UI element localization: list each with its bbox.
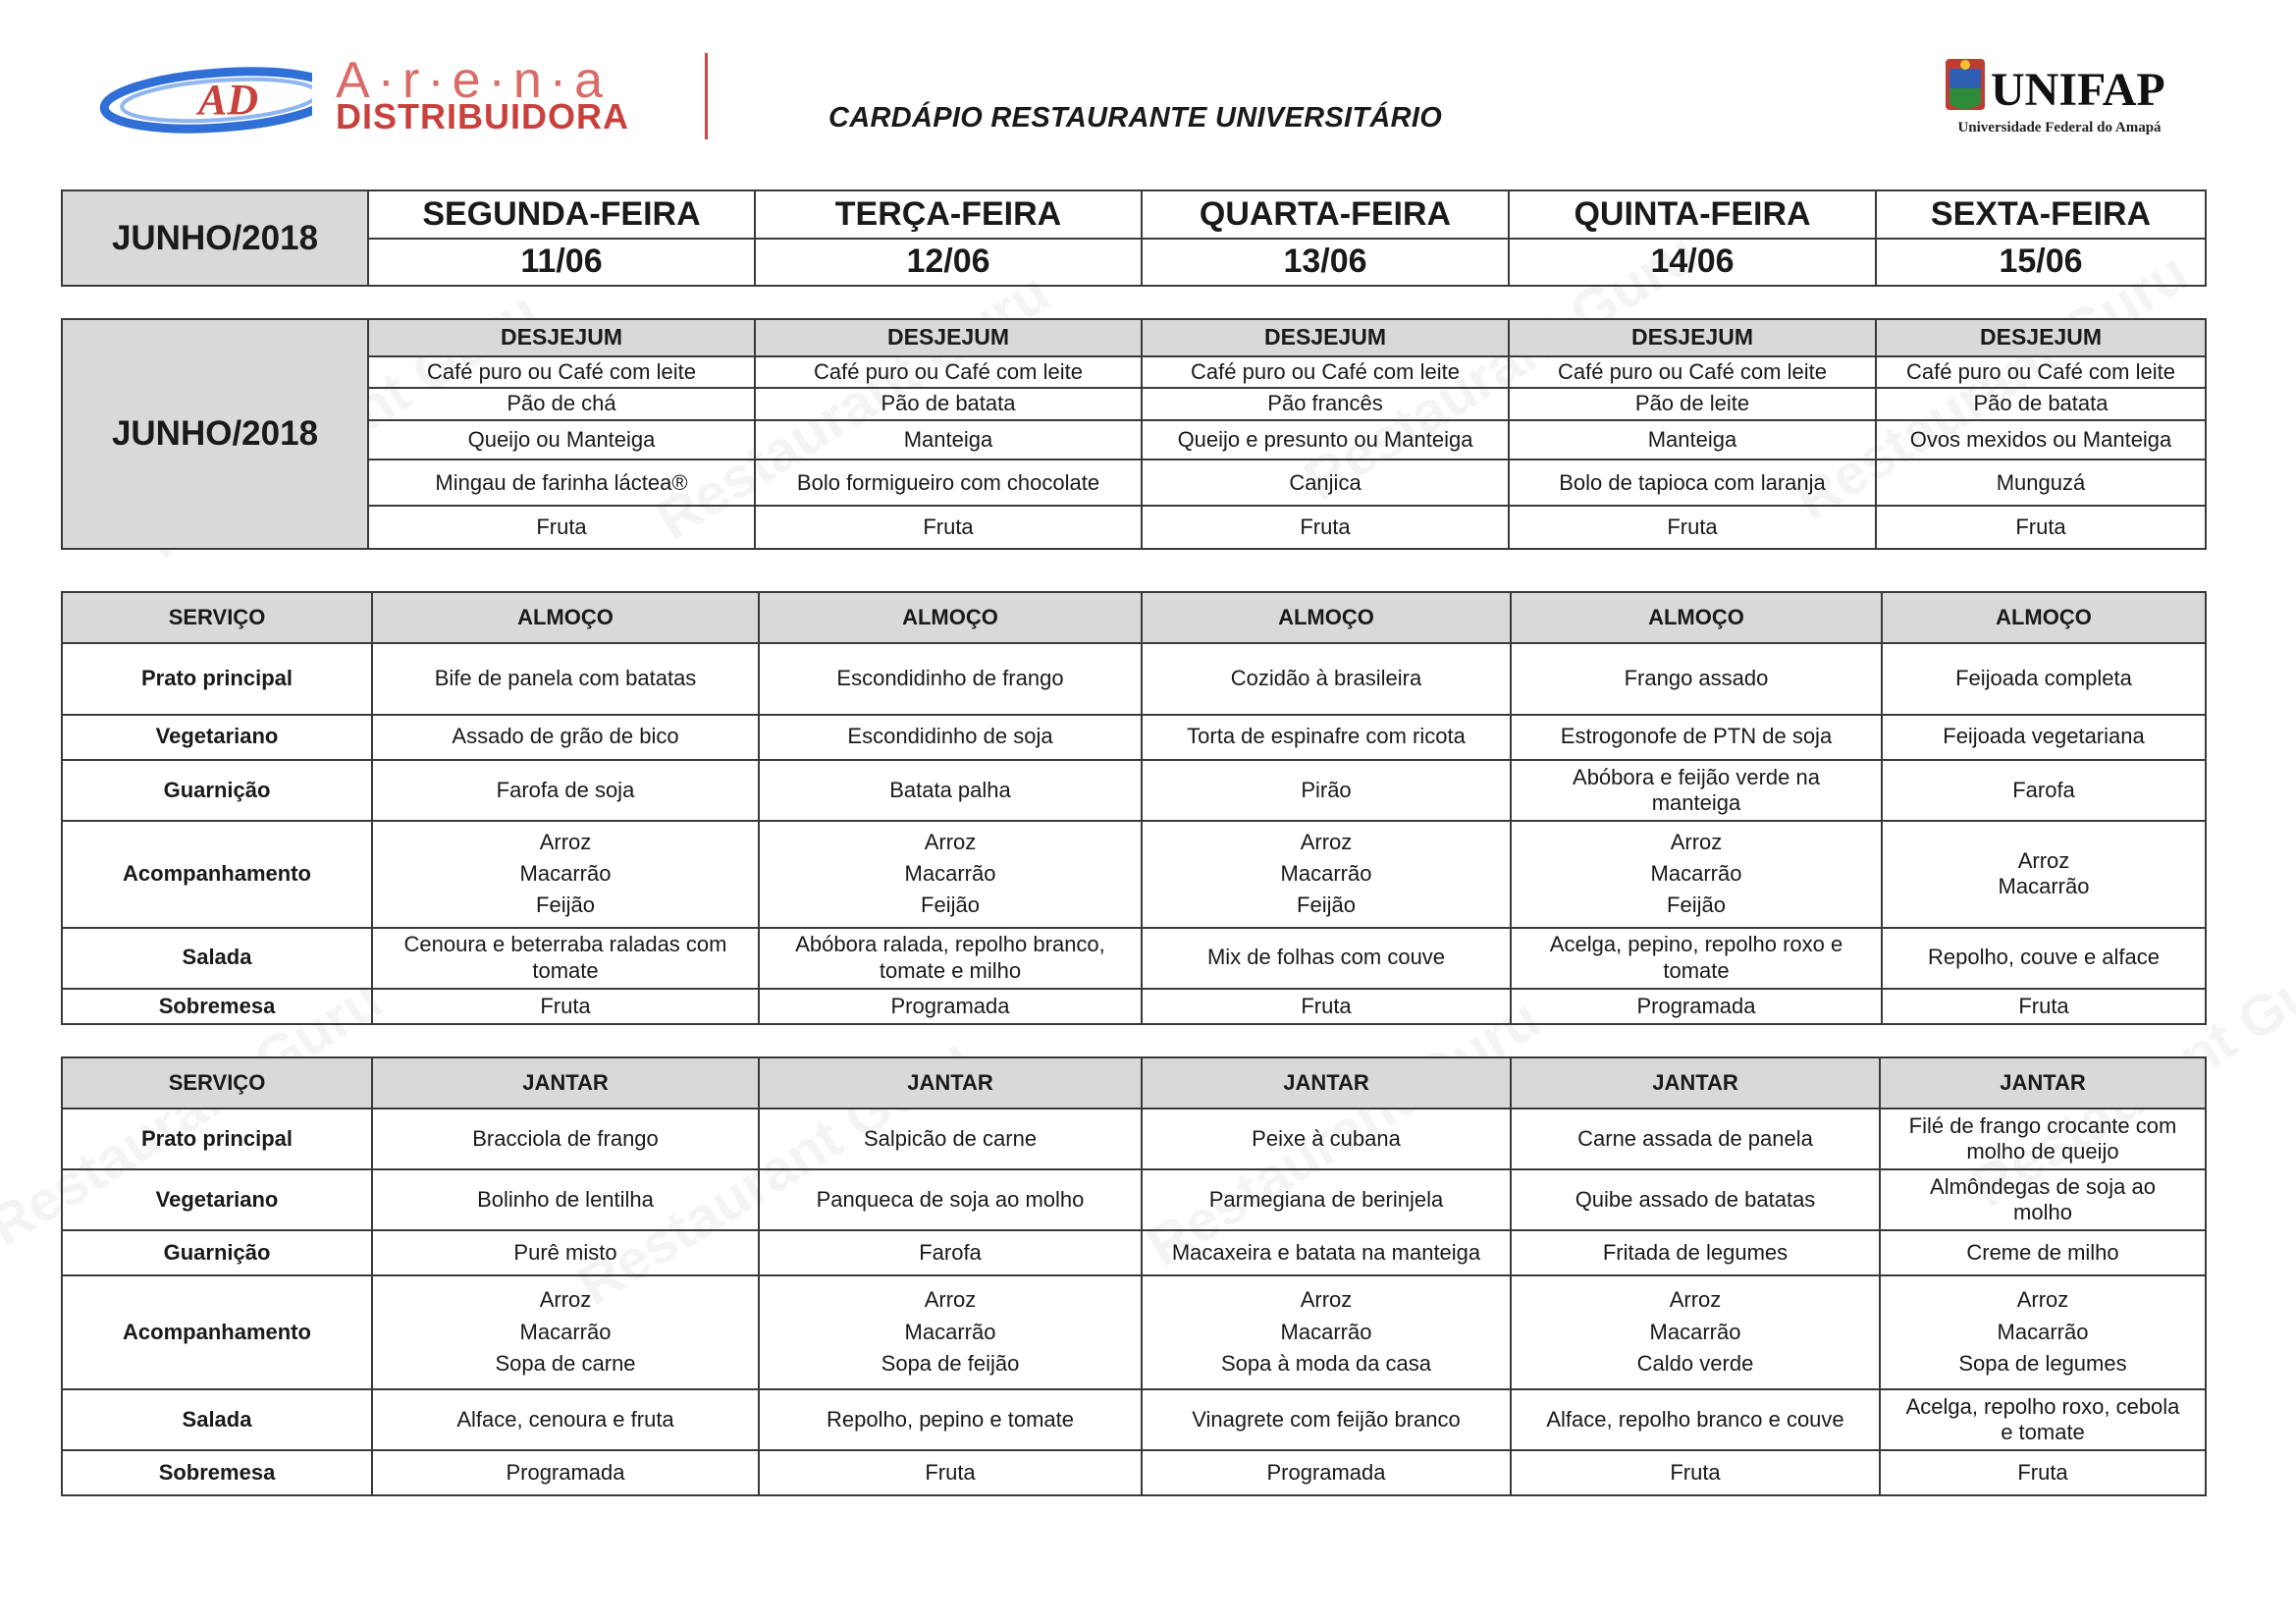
menu-cell [759,821,1142,927]
menu-cell: Fruta [1509,506,1876,549]
day-date: 11/06 [368,239,755,287]
service-label: Sobremesa [62,1450,372,1495]
day-name: QUINTA-FEIRA [1509,190,1876,239]
menu-item-text: Estrogonofe de PTN de soja [1560,724,1833,749]
menu-item-text: Purê misto [513,1239,617,1265]
service-label: Vegetariano [62,715,372,760]
menu-item-text: Feijão [1667,893,1726,918]
menu-item-text: Macarrão [904,861,996,887]
day-date: 14/06 [1509,239,1876,287]
menu-cell: Bolo formigueiro com chocolate [755,460,1142,506]
menu-item-text: Abóbora ralada, repolho branco, [795,932,1105,957]
meal-header: DESJEJUM [1876,319,2206,356]
menu-item-text: Pirão [1301,777,1352,802]
menu-item-text: Macarrão [904,1319,996,1344]
menu-item-text: Escondidinho de soja [847,724,1053,749]
menu-cell [372,928,759,989]
menu-item-text: Fruta [1670,1459,1721,1485]
menu-cell [1511,821,1882,927]
menu-item-text: Torta de espinafre com ricota [1187,724,1466,749]
menu-item-text: Peixe à cubana [1252,1125,1401,1151]
menu-cell [372,1230,759,1275]
menu-cell [1142,715,1511,760]
day-name: SEGUNDA-FEIRA [368,190,755,239]
menu-item-text: Fruta [2018,993,2069,1018]
menu-cell: Manteiga [755,420,1142,460]
meal-header: JANTAR [1880,1057,2206,1109]
menu-cell: Pão de batata [1876,388,2206,420]
menu-cell [759,1450,1142,1495]
meal-header: ALMOÇO [372,592,759,643]
menu-cell: Café puro ou Café com leite [1509,356,1876,389]
table-row [62,1169,2206,1230]
day-date: 12/06 [755,239,1142,287]
menu-cell: Bolo de tapioca com laranja [1509,460,1876,506]
table-row [62,1109,2206,1169]
meal-header: DESJEJUM [1142,319,1509,356]
menu-cell [1882,760,2206,821]
table-row [62,1230,2206,1275]
menu-cell [372,715,759,760]
menu-item-text: Caldo verde [1636,1351,1754,1377]
menu-item-text: Macarrão [1280,1319,1372,1344]
menu-item-text: Cenoura e beterraba raladas com [403,932,727,957]
menu-cell [1511,760,1882,821]
service-label: Acompanhamento [62,1275,372,1389]
menu-item-text: Carne assada de panela [1577,1125,1813,1151]
menu-cell: Pão francês [1142,388,1509,420]
menu-item-text: Macarrão [1650,861,1742,887]
menu-cell [1511,715,1882,760]
menu-item-text: Sopa à moda da casa [1220,1351,1432,1377]
menu-cell [372,643,759,714]
menu-cell [1882,989,2206,1024]
meal-header: JANTAR [1142,1057,1511,1109]
menu-item-text: Repolho, pepino e tomate [827,1406,1074,1432]
menu-item-text: Bife de panela com batatas [434,666,697,691]
jantar-table [61,1056,2207,1496]
menu-item-text: Arroz [924,829,977,854]
unifap-name: UNIFAP [1991,64,2165,116]
menu-item-text: Macarrão [1998,874,2090,899]
menu-cell [1142,989,1511,1024]
menu-cell: Canjica [1142,460,1509,506]
menu-cell [1142,1389,1511,1450]
menu-cell [1142,821,1511,927]
menu-item-text: Arroz [1300,829,1353,854]
meal-header: DESJEJUM [755,319,1142,356]
menu-cell [372,989,759,1024]
service-header: SERVIÇO [62,1057,372,1109]
menu-cell [759,1389,1142,1450]
menu-item-text: Feijoada completa [1955,666,2132,691]
menu-cell [759,989,1142,1024]
menu-cell [1882,928,2206,989]
menu-item-text: Alface, repolho branco e couve [1546,1406,1844,1432]
week-header-table [61,189,2207,287]
menu-item-text: Sopa de legumes [1958,1351,2127,1377]
menu-item-text: e tomate [2001,1420,2085,1444]
menu-item-text: Feijão [536,893,595,918]
menu-cell [1511,1169,1880,1230]
meal-header: ALMOÇO [1882,592,2206,643]
menu-item-text: Macaxeira e batata na manteiga [1171,1239,1481,1265]
meal-header: JANTAR [759,1057,1142,1109]
service-header: SERVIÇO [62,592,372,643]
menu-item-text: Programada [1636,993,1756,1018]
meal-header: JANTAR [1511,1057,1880,1109]
menu-item-text: Alface, cenoura e fruta [456,1406,674,1432]
menu-item-text: Farofa de soja [496,777,635,802]
menu-cell: Fruta [368,506,755,549]
table-row [62,643,2206,714]
meal-header: DESJEJUM [368,319,755,356]
menu-item-text: Fruta [540,993,591,1018]
menu-cell [1880,1275,2206,1389]
menu-cell [1880,1230,2206,1275]
service-label: Acompanhamento [62,821,372,927]
meal-header: JANTAR [372,1057,759,1109]
menu-item-text: Arroz [1669,1287,1722,1313]
table-row [62,1450,2206,1495]
menu-cell: Manteiga [1509,420,1876,460]
menu-cell [1142,760,1511,821]
menu-item-text: Panqueca de soja ao molho [816,1186,1085,1212]
menu-cell [1882,821,2206,927]
menu-item-text: molho [2013,1200,2072,1224]
menu-item-text: Fruta [925,1459,976,1485]
table-row [62,928,2206,989]
menu-cell [1882,643,2206,714]
table-row [62,715,2206,760]
menu-item-text: Vinagrete com feijão branco [1192,1406,1461,1432]
unifap-subtitle: Universidade Federal do Amapá [1957,120,2162,135]
menu-item-text: molho de queijo [1966,1139,2119,1164]
menu-item-text: Abóbora e feijão verde na [1573,764,1820,789]
menu-cell [1142,1450,1511,1495]
jantar-rows [62,1109,2206,1495]
menu-item-text: Batata palha [889,777,1011,802]
menu-item-text: Quibe assado de batatas [1575,1186,1816,1212]
arena-wordmark-bottom: DISTRIBUIDORA [336,96,629,136]
menu-item-text: Programada [1266,1459,1386,1485]
meal-header: ALMOÇO [759,592,1142,643]
menu-cell: Munguzá [1876,460,2206,506]
svg-text:AD: AD [198,76,259,124]
service-label: Prato principal [62,643,372,714]
menu-item-text: Arroz [2017,847,2070,873]
menu-item-text: tomate [1663,957,1730,983]
meal-header: ALMOÇO [1142,592,1511,643]
menu-item-text: Macarrão [519,861,612,887]
menu-cell [372,1169,759,1230]
menu-item-text: Repolho, couve e alface [1927,945,2161,970]
menu-item-text: Bracciola de frango [472,1125,659,1151]
menu-cell [1511,928,1882,989]
menu-item-text: Salpicão de carne [863,1125,1038,1151]
almoco-table [61,591,2207,1025]
service-label: Salada [62,928,372,989]
menu-item-text: Bolinho de lentilha [477,1186,654,1212]
menu-item-text: Filé de frango crocante com [1908,1112,2177,1138]
menu-cell [1511,1275,1880,1389]
menu-cell [759,715,1142,760]
day-date: 15/06 [1876,239,2206,287]
menu-cell [372,1109,759,1169]
page-title: CARDÁPIO RESTAURANTE UNIVERSITÁRIO [828,102,1443,134]
menu-cell [1511,1109,1880,1169]
menu-cell [1511,643,1882,714]
menu-item-text: Almôndegas de soja ao [1930,1173,2156,1199]
service-label: Vegetariano [62,1169,372,1230]
menu-cell [1142,1275,1511,1389]
service-label: Prato principal [62,1109,372,1169]
table-row [62,989,2206,1024]
menu-cell [1142,1230,1511,1275]
menu-cell: Pão de chá [368,388,755,420]
menu-cell [372,1275,759,1389]
menu-item-text: Fruta [2017,1459,2068,1485]
menu-item-text: Arroz [2016,1287,2069,1313]
menu-cell: Fruta [1142,506,1509,549]
service-label: Guarnição [62,1230,372,1275]
menu-item-text: Fritada de legumes [1602,1239,1789,1265]
menu-item-text: Macarrão [1280,861,1372,887]
menu-cell: Café puro ou Café com leite [755,356,1142,389]
day-name: TERÇA-FEIRA [755,190,1142,239]
menu-cell: Fruta [755,506,1142,549]
logo-divider [705,49,711,143]
menu-cell [372,1450,759,1495]
menu-cell: Café puro ou Café com leite [1142,356,1509,389]
menu-cell: Café puro ou Café com leite [368,356,755,389]
menu-item-text: Fruta [1301,993,1352,1018]
menu-item-text: Macarrão [519,1319,612,1344]
menu-cell [1880,1169,2206,1230]
menu-item-text: Sopa de carne [495,1351,636,1377]
menu-item-text: Arroz [539,1287,592,1313]
menu-cell: Fruta [1876,506,2206,549]
service-label: Salada [62,1389,372,1450]
menu-item-text: Programada [506,1459,625,1485]
menu-cell: Café puro ou Café com leite [1876,356,2206,389]
menu-item-text: Acelga, pepino, repolho roxo e [1549,932,1843,957]
menu-item-text: Sopa de feijão [881,1351,1020,1377]
menu-item-text: Mix de folhas com couve [1206,945,1446,970]
menu-cell [1511,1230,1880,1275]
menu-cell [1142,1169,1511,1230]
menu-cell: Queijo ou Manteiga [368,420,755,460]
menu-item-text: Arroz [1300,1287,1353,1313]
menu-item-text: Feijão [1297,893,1356,918]
menu-cell [759,643,1142,714]
menu-item-text: Macarrão [1649,1319,1741,1344]
menu-item-text: Acelga, repolho roxo, cebola [1905,1393,2180,1419]
menu-cell [759,760,1142,821]
menu-cell: Pão de leite [1509,388,1876,420]
almoco-rows [62,643,2206,1024]
menu-cell [1142,1109,1511,1169]
meal-header: DESJEJUM [1509,319,1876,356]
menu-item-text: manteiga [1651,789,1741,815]
menu-cell [1142,643,1511,714]
menu-item-text: Arroz [924,1287,977,1313]
menu-cell [759,1109,1142,1169]
menu-cell [759,928,1142,989]
menu-cell: Ovos mexidos ou Manteiga [1876,420,2206,460]
menu-cell: Queijo e presunto ou Manteiga [1142,420,1509,460]
menu-cell [1511,989,1882,1024]
menu-cell: Mingau de farinha láctea® [368,460,755,506]
menu-cell [1142,928,1511,989]
menu-item-text: Escondidinho de frango [836,666,1064,691]
menu-cell [1880,1109,2206,1169]
menu-cell [372,760,759,821]
menu-item-text: tomate [532,957,599,983]
menu-cell [759,1169,1142,1230]
menu-cell: Pão de batata [755,388,1142,420]
menu-item-text: Parmegiana de berinjela [1208,1186,1444,1212]
menu-item-text: Assado de grão de bico [452,724,679,749]
menu-cell [759,1275,1142,1389]
service-label: Sobremesa [62,989,372,1024]
menu-item-text: Macarrão [1997,1319,2089,1344]
table-row [62,821,2206,927]
arena-swoosh-icon [96,49,312,143]
month-label: JUNHO/2018 [62,190,368,286]
meal-header: ALMOÇO [1511,592,1882,643]
table-row [62,1389,2206,1450]
menu-item-text: Arroz [539,829,592,854]
menu-item-text: Creme de milho [1966,1239,2119,1265]
menu-cell [1511,1450,1880,1495]
menu-item-text: Frango assado [1624,666,1769,691]
table-row [62,1275,2206,1389]
menu-cell [1882,715,2206,760]
menu-item-text: Arroz [1670,829,1723,854]
arena-wordmark-top: A·r·e·n·a [336,52,612,109]
table-row [62,760,2206,821]
menu-item-text: Cozidão à brasileira [1230,666,1422,691]
menu-item-text: Farofa [2012,777,2075,802]
menu-item-text: Feijão [921,893,980,918]
menu-cell [759,1230,1142,1275]
menu-cell [1880,1450,2206,1495]
menu-item-text: Farofa [919,1239,982,1265]
menu-cell [1880,1389,2206,1450]
menu-cell [1511,1389,1880,1450]
menu-cell [372,821,759,927]
desjejum-table [61,318,2207,550]
day-name: QUARTA-FEIRA [1142,190,1509,239]
menu-item-text: Feijoada vegetariana [1943,724,2145,749]
service-label: Guarnição [62,760,372,821]
month-label: JUNHO/2018 [62,319,368,549]
menu-cell [372,1389,759,1450]
menu-item-text: tomate e milho [879,957,1022,983]
day-date: 13/06 [1142,239,1509,287]
menu-item-text: Programada [890,993,1010,1018]
day-name: SEXTA-FEIRA [1876,190,2206,239]
